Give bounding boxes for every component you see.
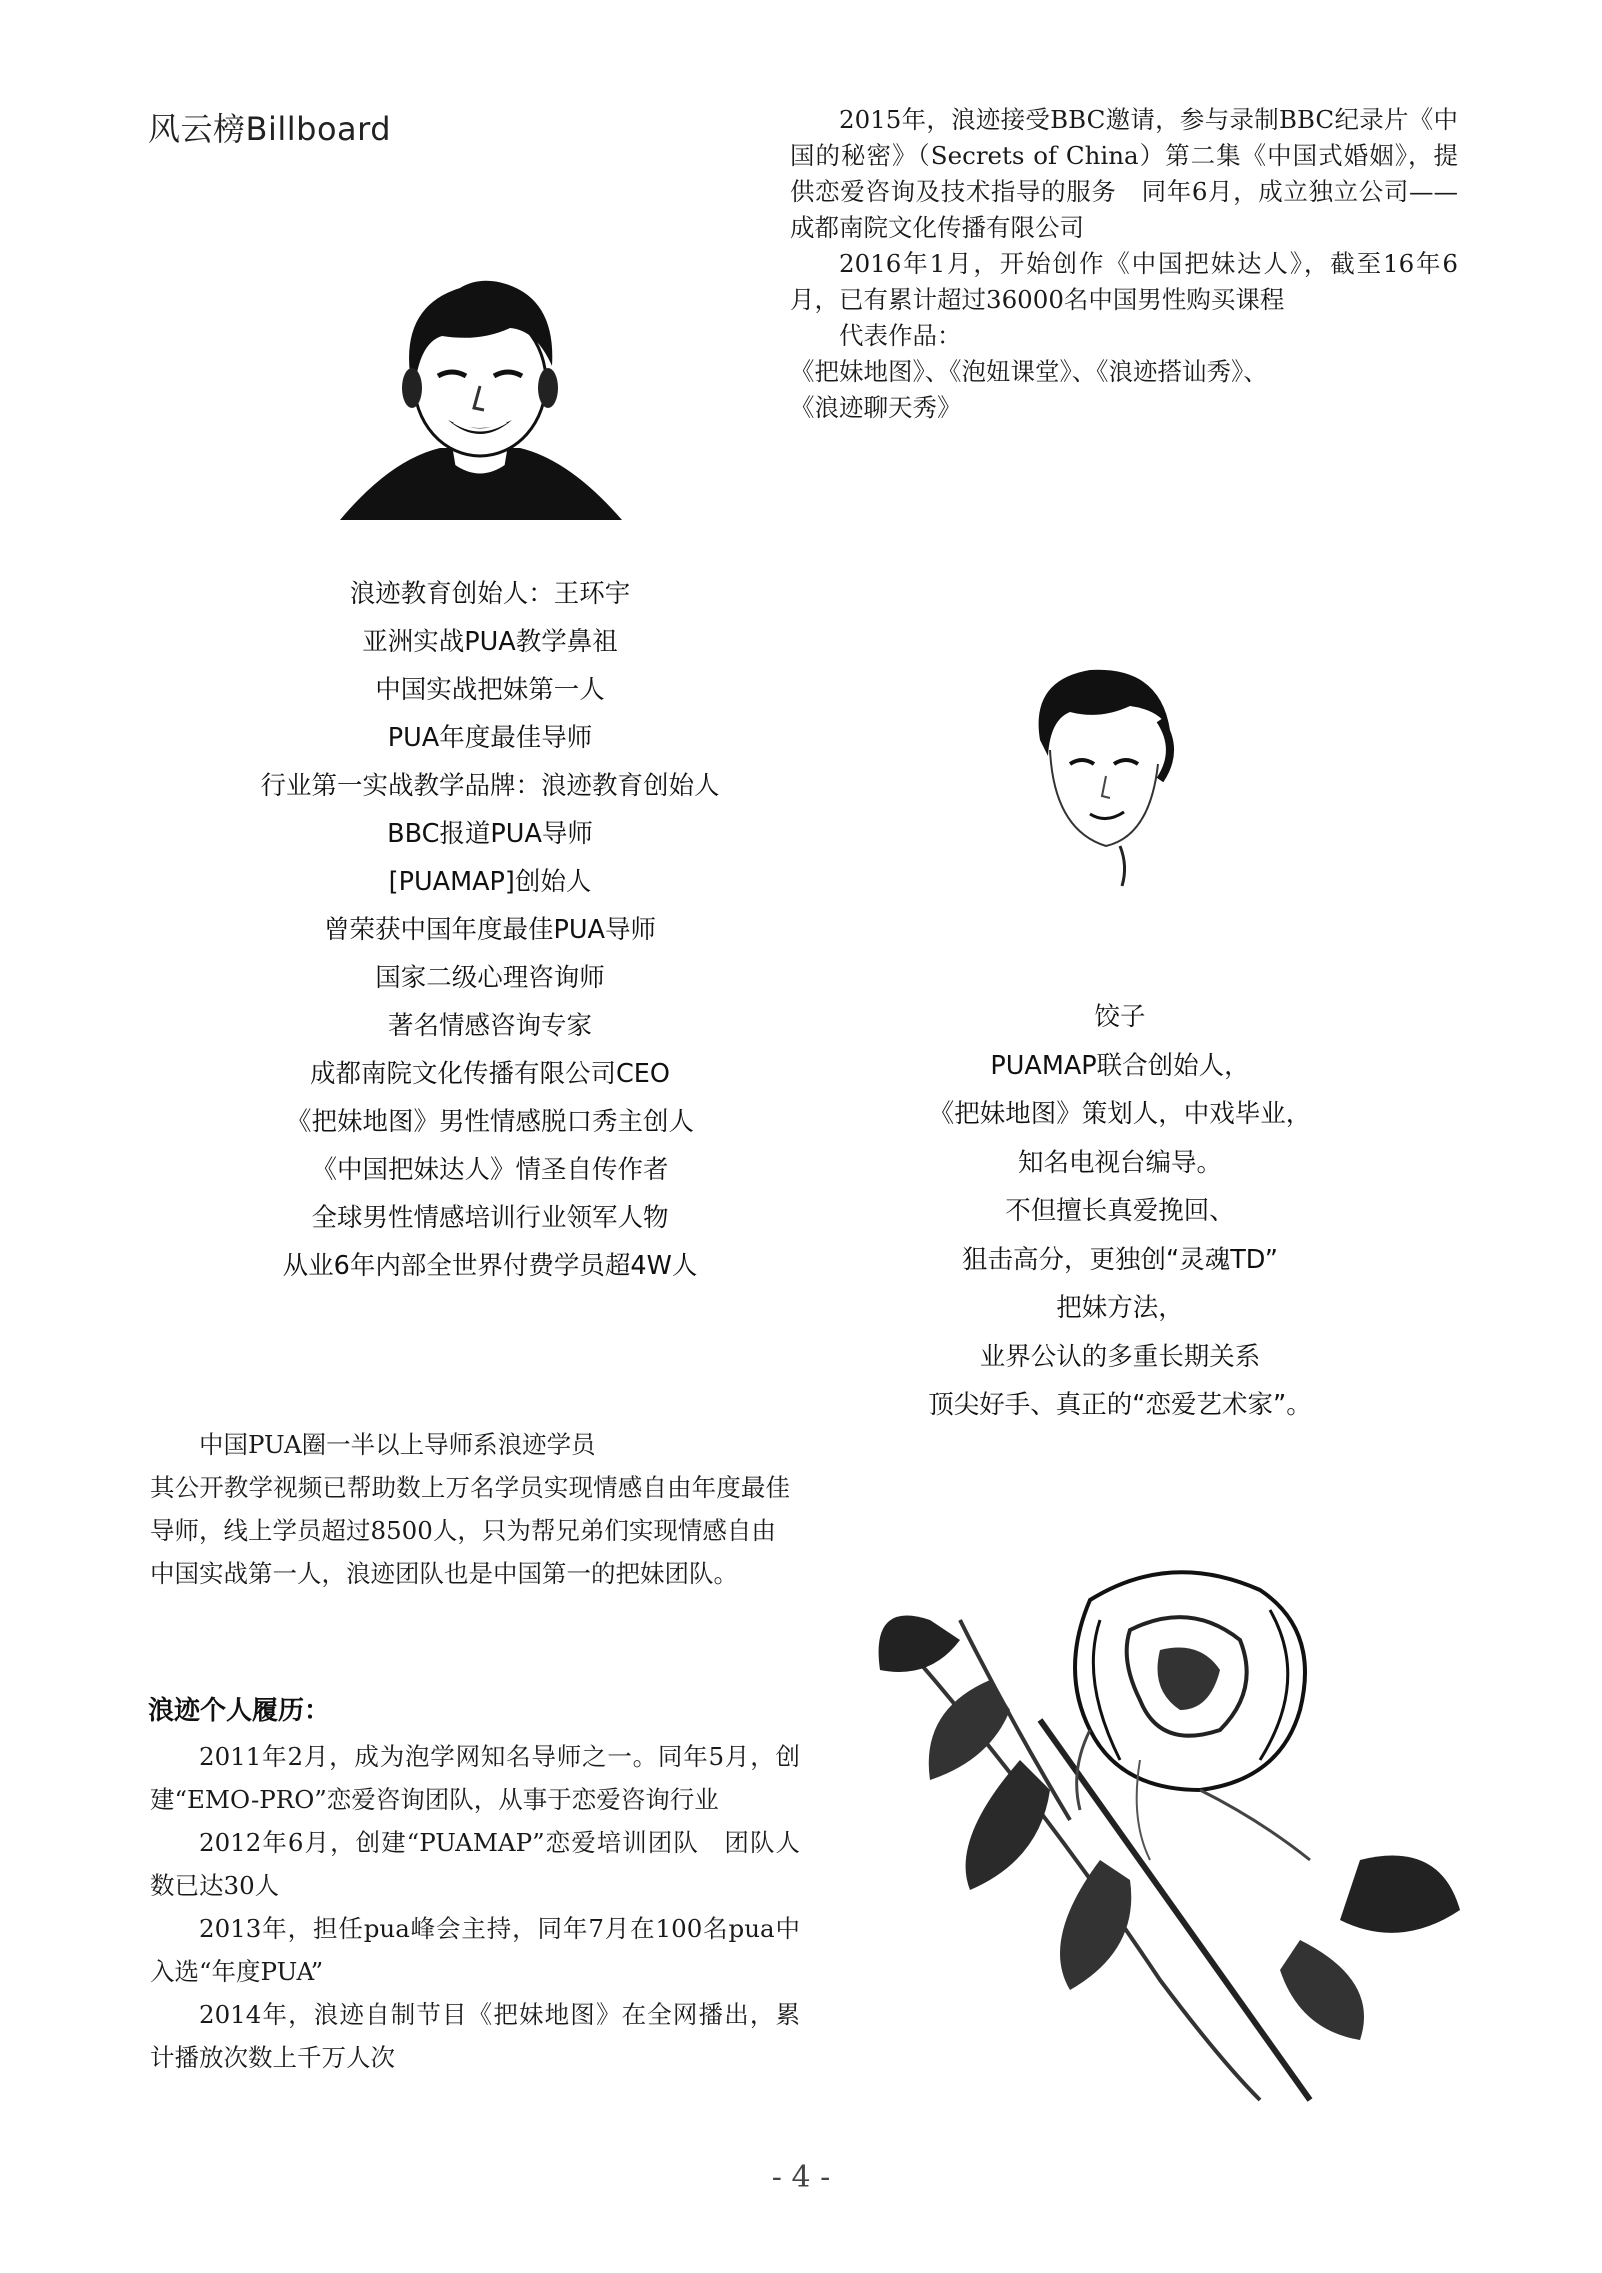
cofounder-line: 狙击高分，更独创“灵魂TD” bbox=[962, 1244, 1278, 1275]
rose-illustration bbox=[840, 1560, 1480, 2120]
intro-paragraph: 中国实战第一人，浪迹团队也是中国第一的把妹团队。 bbox=[150, 1559, 738, 1588]
bbc-paragraph: 2015年，浪迹接受BBC邀请，参与录制BBC纪录片《中国的秘密》（Secrets of China）第二集《中国式婚姻》，提供恋爱咨询及技术指导的服务 同年6月，成立独立公司——成都南院文化传播有限公司 bbox=[790, 105, 1458, 242]
works-line-2: 《浪迹聊天秀》 bbox=[790, 393, 962, 422]
founder-title-line: 国家二级心理咨询师 bbox=[375, 963, 605, 993]
works-label: 代表作品： bbox=[839, 321, 962, 350]
founder-portrait bbox=[330, 270, 630, 530]
course-paragraph: 2016年1月，开始创作《中国把妹达人》，截至16年6月，已有累计超过36000名中国男性购买课程 bbox=[790, 249, 1458, 314]
resume-paragraph: 2013年，担任pua峰会主持，同年7月在100名pua中入选“年度PUA” bbox=[150, 1914, 800, 1986]
founder-title-line: 浪迹教育创始人：王环宇 bbox=[349, 579, 631, 609]
founder-title-line: 行业第一实战教学品牌：浪迹教育创始人 bbox=[260, 771, 720, 801]
founder-title-line: BBC报道PUA导师 bbox=[387, 819, 593, 849]
founder-title-line: 《把妹地图》男性情感脱口秀主创人 bbox=[285, 1107, 694, 1137]
founder-title-line: [PUAMAP]创始人 bbox=[388, 867, 592, 897]
founder-titles bbox=[180, 570, 800, 1290]
founder-title-line: 亚洲实战PUA教学鼻祖 bbox=[362, 627, 618, 657]
cofounder-description bbox=[830, 993, 1410, 1430]
cofounder-portrait bbox=[1010, 660, 1190, 890]
cofounder-name: 饺子 bbox=[1094, 1002, 1146, 1032]
founder-title-line: 成都南院文化传播有限公司CEO bbox=[310, 1059, 670, 1089]
cofounder-line: 知名电视台编导。 bbox=[1017, 1147, 1222, 1178]
cofounder-line: PUAMAP联合创始人， bbox=[990, 1050, 1250, 1081]
works-line-1: 《把妹地图》、《泡妞课堂》、《浪迹搭讪秀》、 bbox=[790, 357, 1268, 386]
resume-heading: 浪迹个人履历： bbox=[148, 1696, 331, 1726]
founder-title-line: 中国实战把妹第一人 bbox=[375, 675, 605, 705]
resume-paragraph: 2012年6月，创建“PUAMAP”恋爱培训团队 团队人数已达30人 bbox=[150, 1828, 800, 1900]
page-number: - 4 - bbox=[771, 2160, 831, 2195]
intro-paragraph: 中国PUA圈一半以上导师系浪迹学员 bbox=[199, 1430, 596, 1459]
founder-title-line: 著名情感咨询专家 bbox=[387, 1011, 592, 1041]
resume-paragraph: 2014年，浪迹自制节目《把妹地图》在全网播出，累计播放次数上千万人次 bbox=[150, 2000, 800, 2072]
founder-title-line: 从业6年内部全世界付费学员超4W人 bbox=[282, 1251, 698, 1281]
resume-block bbox=[150, 1735, 800, 2079]
founder-title-line: 全球男性情感培训行业领军人物 bbox=[311, 1203, 669, 1233]
cofounder-line: 《把妹地图》策划人，中戏毕业， bbox=[928, 1099, 1312, 1129]
founder-title-line: 《中国把妹达人》情圣自传作者 bbox=[311, 1155, 669, 1185]
page-header-title: 风云榜Billboard bbox=[148, 110, 392, 148]
cofounder-line: 业界公认的多重长期关系 bbox=[979, 1341, 1261, 1372]
intro-block bbox=[150, 1423, 790, 1595]
top-right-column bbox=[790, 102, 1458, 426]
founder-title-line: PUA年度最佳导师 bbox=[387, 723, 593, 753]
cofounder-line: 不但擅长真爱挽回、 bbox=[1005, 1196, 1235, 1226]
cofounder-line: 把妹方法， bbox=[1056, 1293, 1184, 1323]
intro-paragraph: 其公开教学视频已帮助数上万名学员实现情感自由年度最佳导师，线上学员超过8500人，只为帮兄弟们实现情感自由 bbox=[150, 1473, 790, 1545]
cofounder-line: 顶尖好手、真正的“恋爱艺术家”。 bbox=[928, 1390, 1312, 1420]
resume-paragraph: 2011年2月，成为泡学网知名导师之一。同年5月，创建“EMO-PRO”恋爱咨询团队，从事于恋爱咨询行业 bbox=[150, 1742, 800, 1814]
founder-title-line: 曾荣获中国年度最佳PUA导师 bbox=[324, 915, 656, 945]
